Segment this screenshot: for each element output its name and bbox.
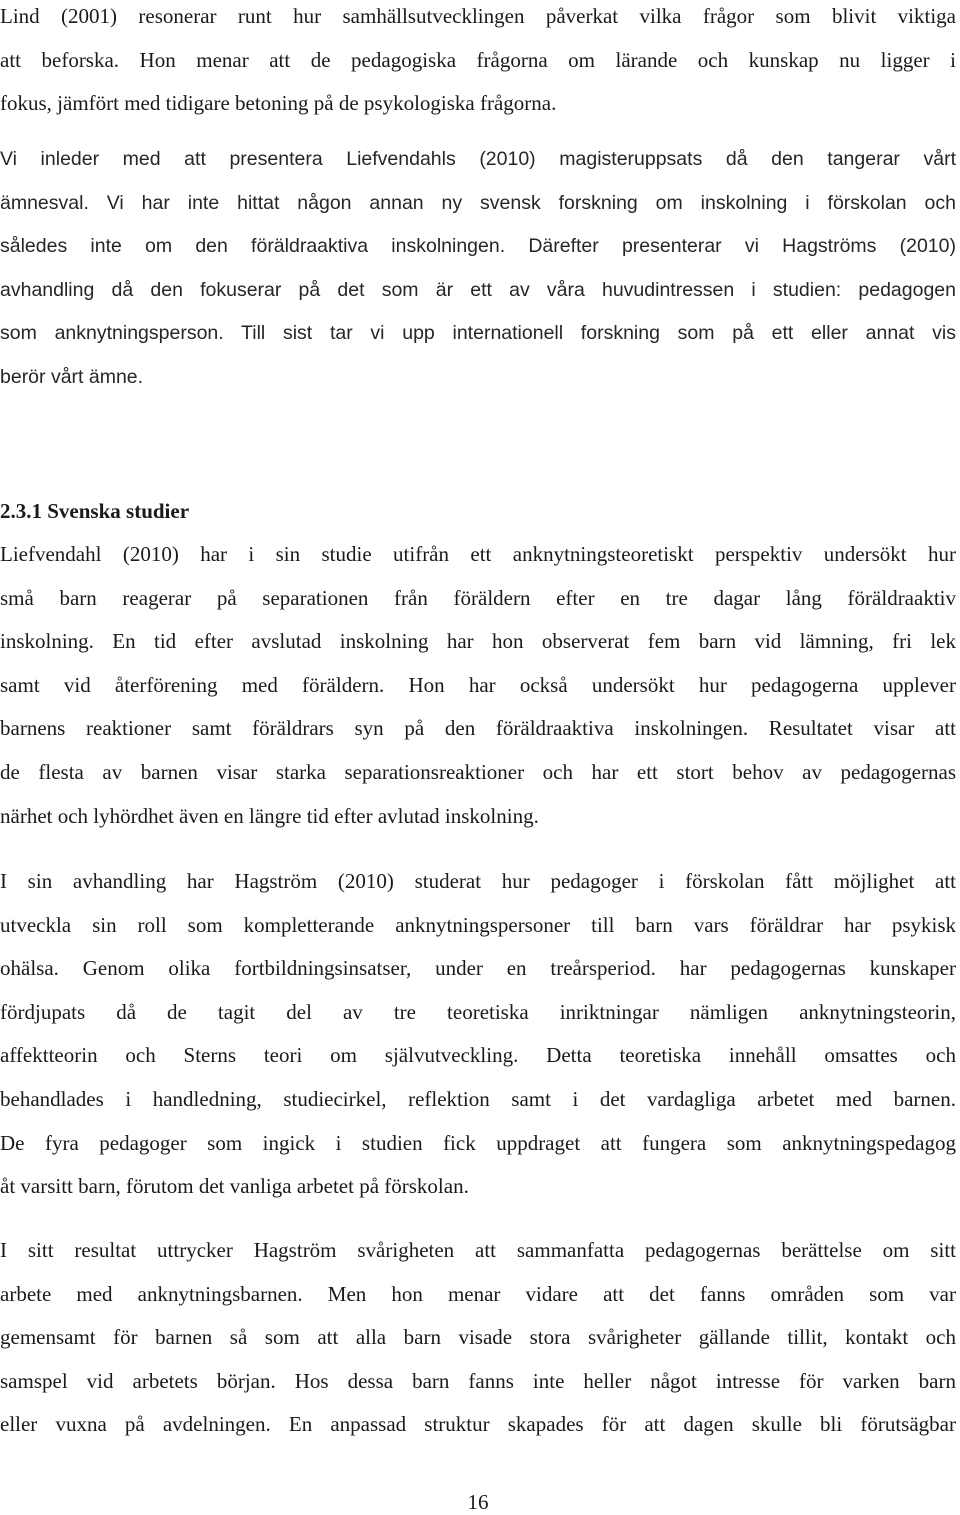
text-line: samt vid återförening med föräldern. Hon har också undersökt hur pedagogerna upplever — [0, 672, 956, 697]
text-line: de flesta av barnen visar starka separationsreaktioner och har ett stort behov av pedagogernas — [0, 759, 956, 784]
text-line: att beforska. Hon menar att de pedagogiska frågorna om lärande och kunskap nu ligger i — [0, 47, 956, 72]
text-line: Liefvendahl (2010) har i sin studie utifrån ett anknytningsteoretiskt perspektiv undersökt hur — [0, 542, 956, 566]
text-line: samspel vid arbetets början. Hos dessa barn fanns inte heller något intresse för varken barn — [0, 1368, 956, 1393]
text-line: ämnesval. Vi har inte hittat någon annan ny svensk forskning om inskolning i förskolan och — [0, 191, 956, 214]
text-line: fokus, jämfört med tidigare betoning på de psykologiska frågorna. — [0, 91, 557, 116]
text-line: arbete med anknytningsbarnen. Men hon menar vidare att det fanns områden som var — [0, 1281, 956, 1306]
text-line: utveckla sin roll som kompletterande anknytningspersoner till barn vars föräldrar har psykisk — [0, 912, 956, 937]
text-line: ohälsa. Genom olika fortbildningsinsatser, under en treårsperiod. har pedagogernas kunskaper — [0, 956, 956, 981]
paragraph-liefvendahl-study — [0, 533, 956, 838]
text-line: affektteorin och Sterns teori om självutveckling. Detta teoretiska innehåll omsattes och — [0, 1043, 956, 1068]
paragraph-hagstrom-results — [0, 1229, 956, 1447]
paragraph-lind-intro — [0, 0, 956, 126]
text-line: som anknytningsperson. Till sist tar vi upp internationell forskning som på ett eller annat vis — [0, 322, 956, 345]
page-number: 16 — [467, 1490, 489, 1514]
text-line: åt varsitt barn, förutom det vanliga arbetet på förskolan. — [0, 1174, 469, 1199]
text-line: avhandling då den fokuserar på det som är ett av våra huvudintressen i studien: pedagogen — [0, 278, 956, 301]
text-line: gemensamt för barnen så som att alla barn visade stora svårigheter gällande tillit, kontakt och — [0, 1325, 956, 1350]
text-line: eller vuxna på avdelningen. En anpassad struktur skapades för att dagen skulle bli förutsägbar — [0, 1412, 956, 1437]
text-line: behandlades i handledning, studiecirkel, reflektion samt i det vardagliga arbetet med barnen. — [0, 1086, 956, 1111]
paragraph-hagstrom-thesis — [0, 860, 956, 1209]
section-heading: 2.3.1 Svenska studier — [0, 499, 190, 523]
text-line: De fyra pedagoger som ingick i studien fick uppdraget att fungera som anknytningspedagog — [0, 1130, 956, 1155]
text-line: fördjupats då de tagit del av tre teoretiska inriktningar nämligen anknytningsteorin, — [0, 999, 956, 1024]
text-line: små barn reagerar på separationen från föräldern efter en tre dagar lång föräldraaktiv — [0, 585, 956, 610]
text-line: berör vårt ämne. — [0, 365, 144, 388]
text-line: inskolning. En tid efter avslutad inskolning har hon observerat fem barn vid lämning, fri lek — [0, 629, 956, 654]
paragraph-research-overview — [0, 138, 956, 400]
text-line: närhet och lyhördhet även en längre tid efter avlutad inskolning. — [0, 803, 539, 828]
text-line: Lind (2001) resonerar runt hur samhällsutvecklingen påverkat vilka frågor som blivit viktiga — [0, 4, 956, 28]
text-line: barnens reaktioner samt föräldrars syn på den föräldraaktiva inskolningen. Resultatet visar att — [0, 716, 956, 741]
text-line: Vi inleder med att presentera Liefvendahls (2010) magisteruppsats då den tangerar vårt — [0, 148, 956, 170]
text-line: I sin avhandling har Hagström (2010) studerat hur pedagoger i förskolan fått möjlighet att — [0, 869, 956, 893]
text-line: således inte om den föräldraaktiva inskolningen. Därefter presenterar vi Hagströms (2010) — [0, 235, 956, 258]
text-line: I sitt resultat uttrycker Hagström svårigheten att sammanfatta pedagogernas berättelse om sitt — [0, 1238, 956, 1262]
